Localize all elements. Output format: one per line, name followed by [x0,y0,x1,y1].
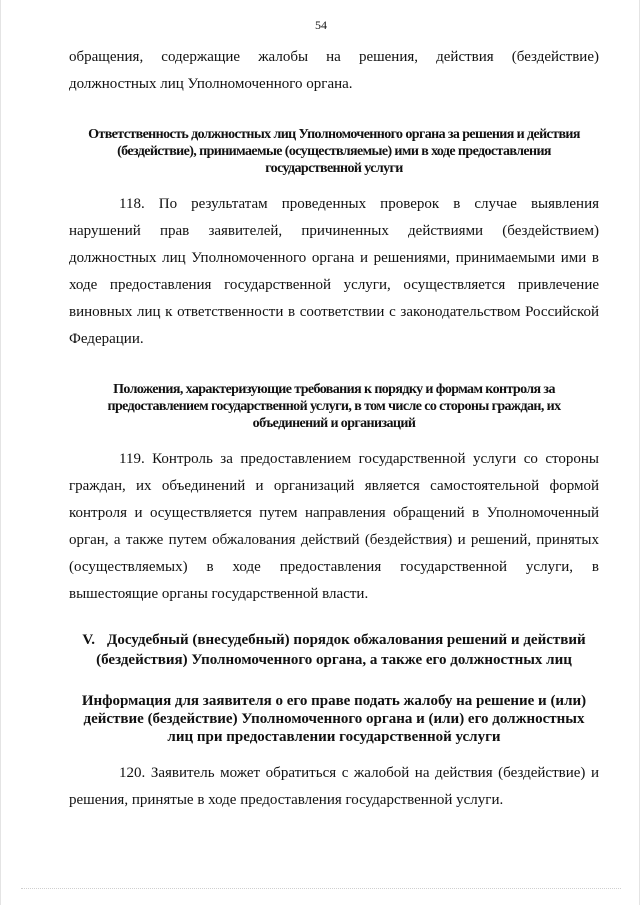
page-content [69,44,599,814]
heading-control-provisions: Положения, характеризующие требования к порядку и формам контроля за предоставлением государственной услуги, в том числе со стороны граждан, их объединений и организаций [107,382,561,431]
paragraph-intro: обращения, содержащие жалобы на решения, действия (бездействие) должностных лиц Уполномоченного органа. [69,49,599,92]
spacer [69,746,599,760]
spacer [69,353,599,381]
section-v-text: Досудебный (внесудебный) порядок обжалования решений и действий (бездействия) Уполномоченного органа, а также его должностных лиц [96,632,586,668]
paragraph-120: 120. Заявитель может обратиться с жалобой на действия (бездействие) и решения, принятые в ходе предоставления государственной услуги. [69,765,599,808]
spacer [69,608,599,630]
paragraph-119: 119. Контроль за предоставлением государственной услуги со стороны граждан, их объединений и организаций является самостоятельной формой контроля и осуществляется путем направления обращений в Уполномоченный орган, а также путем обжалования действий (бездействия) и решений, принятых (осуществляемых) в ходе предоставления государственной услуги, в вышестоящие органы государственной власти. [69,451,599,602]
section-v-number: V. [82,632,96,648]
spacer [69,432,599,446]
spacer [69,177,599,191]
page-number: 54 [315,18,327,32]
heading-responsibility: Ответственность должностных лиц Уполномоченного органа за решения и действия (бездействие), принимаемые (осуществляемые) ими в ходе предоставления государственной услуги [88,127,580,176]
scan-artifact-line [21,888,621,891]
spacer [69,98,599,126]
spacer [69,670,599,692]
heading-complaint-info: Информация для заявителя о его праве подать жалобу на решение и (или) действие (бездействие) Уполномоченного органа и (или) его должностных лиц при предоставлении государственной услуги [81,693,587,745]
section-v-title [69,630,599,670]
paragraph-118: 118. По результатам проведенных проверок в случае выявления нарушений прав заявителей, причиненных действиями (бездействием) должностных лиц Уполномоченного органа и решениями, принимаемыми ими в ходе предоставления государственной услуги, осуществляется привлечение виновных лиц к ответственности в соответствии с законодательством Российской Федерации. [69,196,599,347]
